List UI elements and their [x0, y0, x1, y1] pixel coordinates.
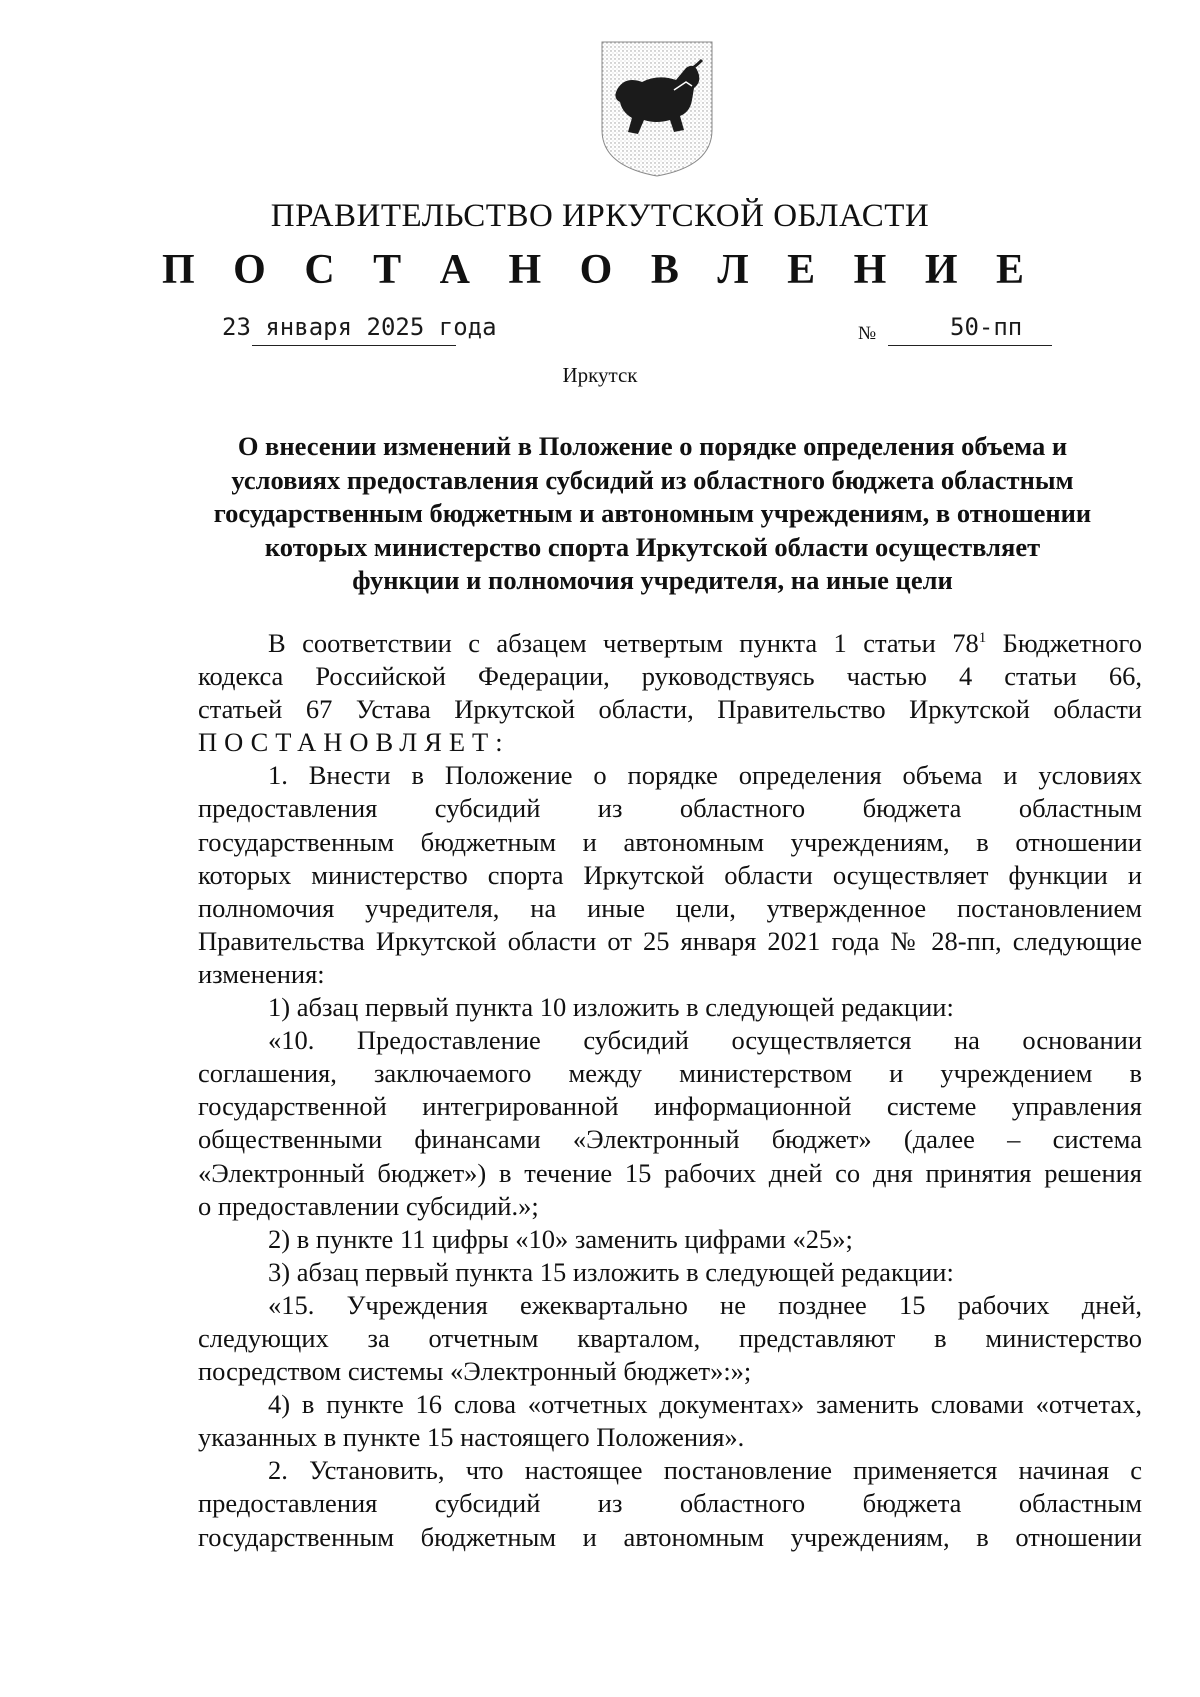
quote-line: «10. Предоставление субсидий осуществляется на основании — [268, 1025, 1142, 1056]
superscript: 1 — [978, 630, 987, 646]
paragraph-line: государственным бюджетным и автономным учреждениям, в отношении — [198, 826, 1142, 857]
quote-line: «Электронный бюджет») в течение 15 рабочих дней со дня принятия решения — [198, 1157, 1142, 1188]
quote-line: посредством системы «Электронный бюджет»:»; — [198, 1356, 752, 1387]
resolves-word: ПОСТАНОВЛЯЕТ: — [198, 727, 510, 758]
document-date: 23 января 2025 года — [222, 313, 497, 341]
document-title — [190, 430, 1115, 598]
title-line: государственным бюджетным и автономным учреждениям, в отношении — [213, 498, 1092, 528]
subitem-3: 3) абзац первый пункта 15 изложить в следующей редакции: — [268, 1256, 954, 1287]
preamble-line: кодекса Российской Федерации, руководствуясь частью 4 статьи 66, — [198, 661, 1142, 692]
subitem-4: указанных в пункте 15 настоящего Положения». — [198, 1422, 745, 1453]
preamble-line: В соответствии с абзацем четвертым пункта 1 статьи $78^1$ Бюджетного — [268, 628, 1142, 658]
coat-of-arms-emblem — [598, 38, 716, 178]
document-number: 50-пп — [950, 313, 1023, 341]
title-line: условиях предоставления субсидий из областного бюджета областным — [231, 464, 1074, 495]
quote-line: общественными финансами «Электронный бюджет» (далее – система — [198, 1124, 1142, 1155]
title-line: которых министерство спорта Иркутской области осуществляет — [264, 531, 1041, 562]
paragraph-line: полномочия учредителя, на иные цели, утвержденное постановлением — [198, 892, 1142, 923]
paragraph-line: 1. Внести в Положение о порядке определения объема и условиях — [268, 760, 1142, 791]
title-line: функции и полномочия учредителя, на иные цели — [352, 565, 953, 595]
date-underline — [252, 345, 456, 346]
number-label: № — [858, 323, 877, 344]
paragraph-line: 2. Установить, что настоящее постановление применяется начиная с — [268, 1455, 1142, 1486]
subitem-1: 1) абзац первый пункта 10 изложить в следующей редакции: — [268, 992, 954, 1023]
document-type: П О С Т А Н О В Л Е Н И Е — [161, 247, 1039, 293]
quote-line: следующих за отчетным кварталом, представляют в министерство — [198, 1322, 1142, 1353]
subitem-4: 4) в пункте 16 слова «отчетных документах» заменить словами «отчетах, — [268, 1389, 1142, 1420]
quote-line: «15. Учреждения ежеквартально не позднее 15 рабочих дней, — [268, 1289, 1142, 1320]
quote-line: о предоставлении субсидий.»; — [198, 1190, 539, 1221]
paragraph-line: изменения: — [198, 958, 325, 989]
document-body — [198, 627, 1142, 1554]
quote-line: государственной интегрированной информационной системе управления — [198, 1091, 1142, 1122]
paragraph-line: предоставления субсидий из областного бюджета областным — [198, 1488, 1142, 1519]
paragraph-line: государственным бюджетным и автономным учреждениям, в отношении — [198, 1521, 1142, 1552]
paragraph-line: предоставления субсидий из областного бюджета областным — [198, 793, 1142, 824]
paragraph-line: Правительства Иркутской области от 25 января 2021 года № 28-пп, следующие — [198, 925, 1142, 956]
quote-line: соглашения, заключаемого между министерством и учреждением в — [198, 1058, 1142, 1089]
city-name: Иркутск — [562, 363, 638, 387]
number-underline — [888, 345, 1052, 346]
preamble-line: статьей 67 Устава Иркутской области, Правительство Иркутской области — [198, 694, 1142, 725]
title-line: О внесении изменений в Положение о порядке определения объема и — [237, 431, 1068, 461]
paragraph-line: которых министерство спорта Иркутской области осуществляет функции и — [198, 859, 1142, 890]
subitem-2: 2) в пункте 11 цифры «10» заменить цифрами «25»; — [268, 1223, 853, 1254]
government-name: ПРАВИТЕЛЬСТВО ИРКУТСКОЙ ОБЛАСТИ — [270, 198, 930, 234]
